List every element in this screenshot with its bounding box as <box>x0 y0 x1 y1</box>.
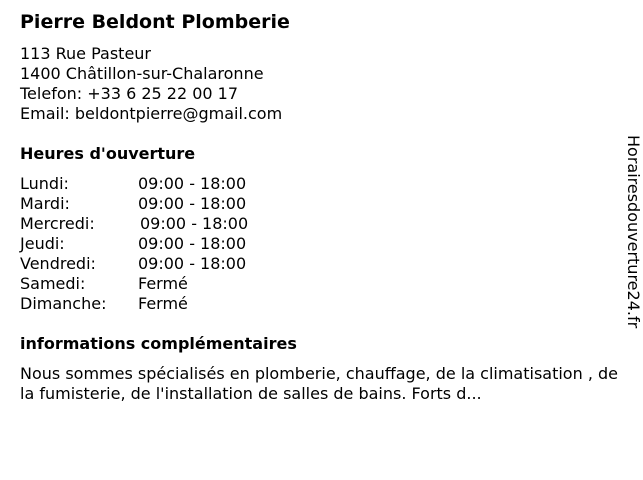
site-watermark: Horairesdouverture24.fr <box>624 135 643 329</box>
hours-row-sunday <box>20 294 620 314</box>
time-value: Fermé <box>138 274 188 293</box>
address-street: 113 Rue Pasteur <box>20 44 151 63</box>
hours-row-monday <box>20 174 620 194</box>
additional-info-text: Nous sommes spécialisés en plomberie, chauffage, de la climatisation , de la fumisterie, de l'installation de salles de bains. Forts d... <box>20 364 618 403</box>
time-value: 09:00 - 18:00 <box>138 174 247 193</box>
day-label: Mercredi: <box>20 214 95 233</box>
day-label: Dimanche: <box>20 294 107 313</box>
day-label: Jeudi: <box>20 234 65 253</box>
email-line: Email: beldontpierre@gmail.com <box>20 104 283 123</box>
time-value: 09:00 - 18:00 <box>138 234 247 253</box>
hours-row-saturday <box>20 274 620 294</box>
business-name: Pierre Beldont Plomberie <box>20 11 290 33</box>
business-card <box>20 10 620 404</box>
hours-row-friday <box>20 254 620 274</box>
time-value: Fermé <box>138 294 188 313</box>
day-label: Lundi: <box>20 174 69 193</box>
day-label: Vendredi: <box>20 254 96 273</box>
hours-row-wednesday <box>20 214 620 234</box>
opening-hours-heading: Heures d'ouverture <box>20 144 196 163</box>
time-value: 09:00 - 18:00 <box>138 254 247 273</box>
hours-row-thursday <box>20 234 620 254</box>
address-city: 1400 Châtillon-sur-Chalaronne <box>20 64 264 83</box>
opening-hours-list <box>20 174 620 314</box>
contact-block <box>20 44 620 124</box>
phone-line: Telefon: +33 6 25 22 00 17 <box>20 84 239 103</box>
additional-info-heading: informations complémentaires <box>20 334 297 353</box>
day-label: Samedi: <box>20 274 86 293</box>
time-value: 09:00 - 18:00 <box>138 194 247 213</box>
hours-row-tuesday <box>20 194 620 214</box>
time-value: 09:00 - 18:00 <box>140 214 249 233</box>
day-label: Mardi: <box>20 194 70 213</box>
